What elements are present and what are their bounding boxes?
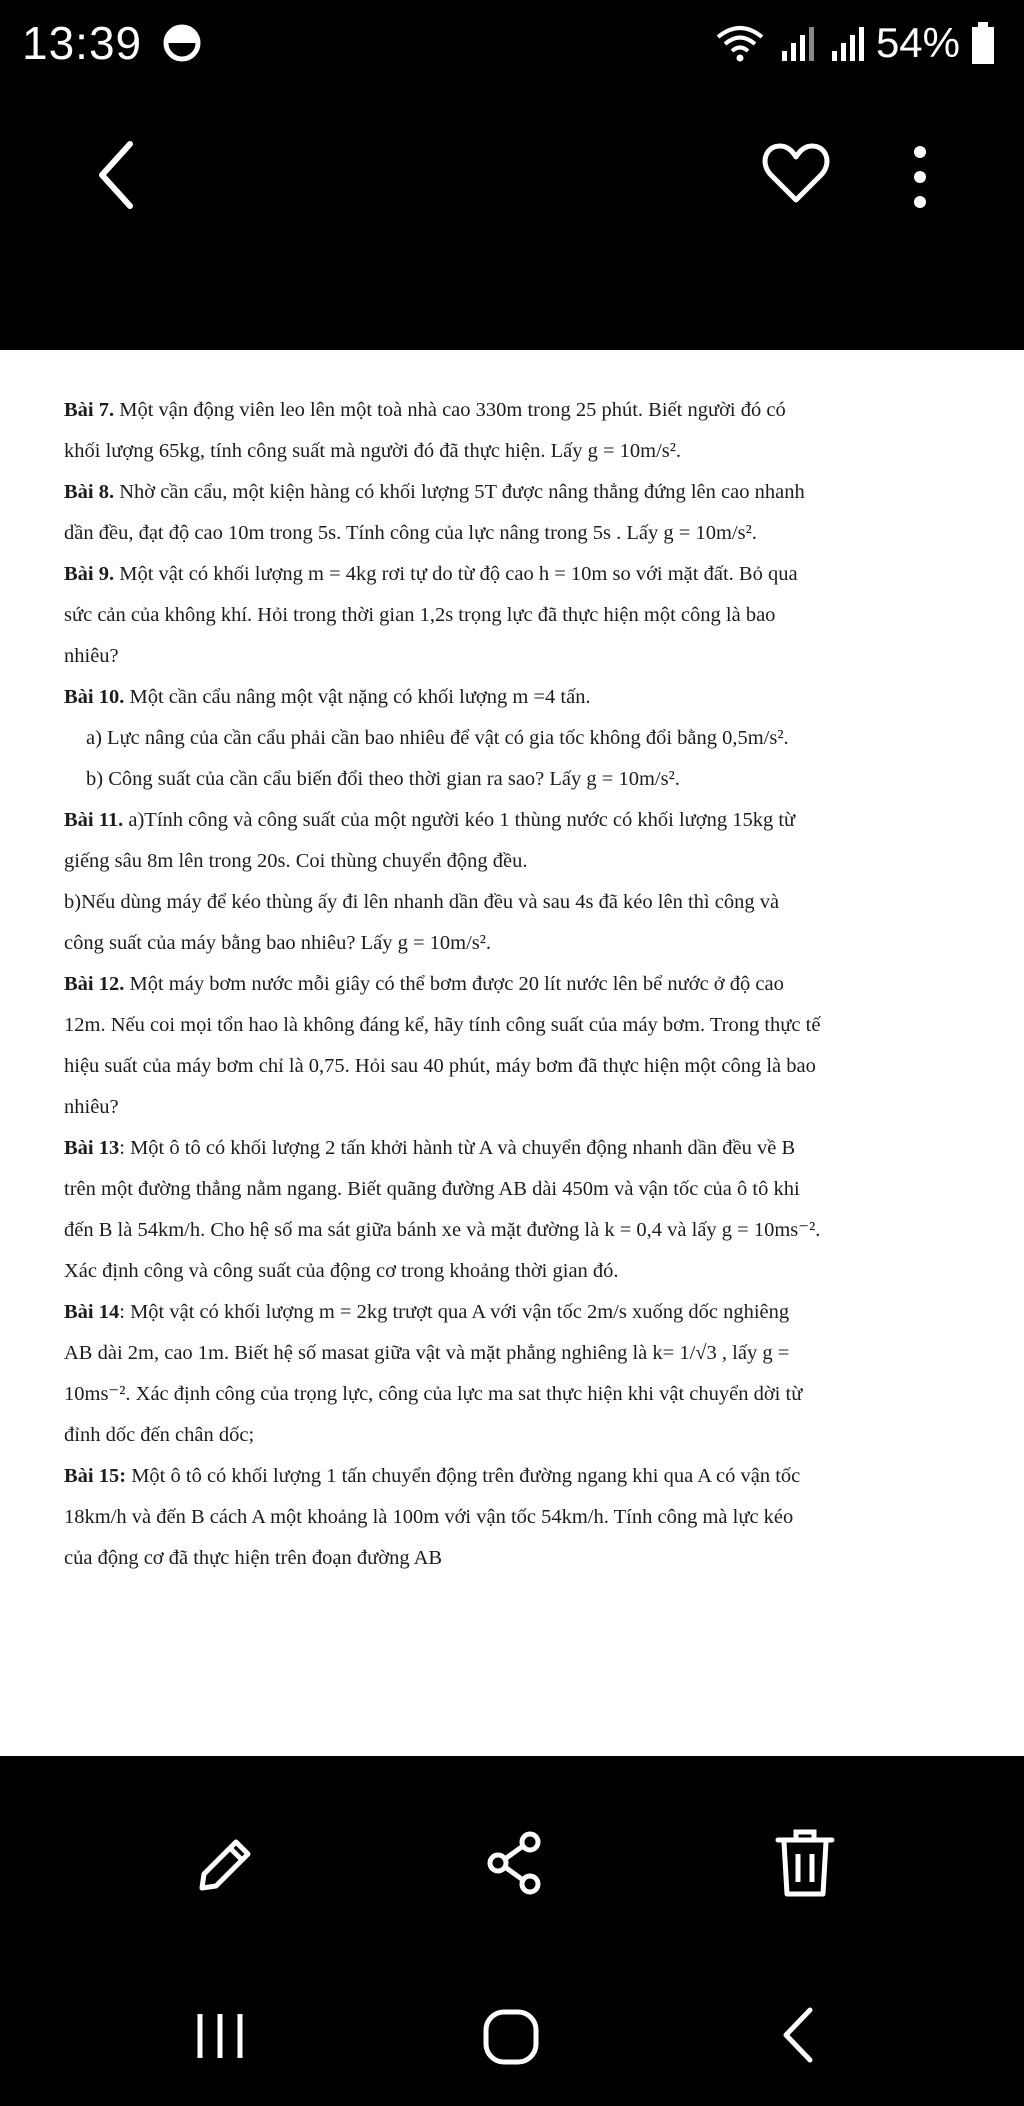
document-line — [64, 677, 960, 718]
line-text: : Một ô tô có khối lượng 2 tấn khởi hành từ A và chuyển động nhanh dần đều về B — [119, 1137, 796, 1159]
document-line — [64, 513, 960, 554]
document-line — [64, 1292, 960, 1333]
problem-label: Bài 13 — [64, 1137, 120, 1159]
document-line — [64, 1333, 960, 1374]
document-line — [64, 1046, 960, 1087]
document-line — [64, 759, 960, 800]
home-button[interactable] — [478, 2004, 544, 2070]
document-line — [64, 1210, 960, 1251]
delete-icon — [770, 1826, 840, 1900]
line-text: sức cản của không khí. Hỏi trong thời gian 1,2s trọng lực đã thực hiện một công là bao — [64, 604, 776, 626]
line-text: Một ô tô có khối lượng 1 tấn chuyển động trên đường ngang khi qua A có vận tốc — [126, 1465, 801, 1487]
problem-label: Bài 11. — [64, 809, 124, 831]
document-line — [64, 1538, 960, 1579]
nav-back-icon — [772, 2000, 822, 2070]
line-text: 18km/h và đến B cách A một khoảng là 100m với vận tốc 54km/h. Tính công mà lực kéo — [64, 1506, 794, 1528]
document-line — [64, 554, 960, 595]
document-line — [64, 1005, 960, 1046]
document-line — [64, 472, 960, 513]
recents-button[interactable] — [190, 2006, 250, 2066]
battery-icon — [970, 21, 996, 65]
signal-icon — [826, 23, 866, 63]
more-options-button[interactable] — [890, 132, 950, 222]
line-text: trên một đường thẳng nằm ngang. Biết quãng đường AB dài 450m và vận tốc của ô tô khi — [64, 1178, 800, 1200]
system-nav-bar — [0, 1976, 1024, 2106]
dnd-icon — [162, 23, 202, 63]
line-text: đỉnh dốc đến chân dốc; — [64, 1424, 255, 1446]
home-icon — [478, 2004, 544, 2070]
document-line — [64, 636, 960, 677]
line-text: nhiêu? — [64, 645, 119, 667]
wifi-icon — [714, 23, 766, 63]
delete-button[interactable] — [770, 1826, 840, 1900]
clock: 13:39 — [22, 17, 143, 69]
problem-label: Bài 15: — [64, 1465, 127, 1487]
line-text: b) Công suất của cần cẩu biến đổi theo thời gian ra sao? Lấy g = 10m/s². — [86, 768, 680, 790]
document-line — [64, 800, 960, 841]
edit-icon — [190, 1830, 260, 1900]
problem-label: Bài 8. — [64, 481, 115, 503]
battery-percent: 54% — [875, 19, 960, 66]
image-viewer[interactable] — [0, 350, 1024, 1756]
line-text: của động cơ đã thực hiện trên đoạn đường AB — [64, 1547, 443, 1569]
line-text: đến B là 54km/h. Cho hệ số ma sát giữa bánh xe và mặt đường là k = 0,4 và lấy g = 10ms⁻². — [64, 1219, 821, 1241]
document-line — [64, 1415, 960, 1456]
line-text: hiệu suất của máy bơm chỉ là 0,75. Hỏi sau 40 phút, máy bơm đã thực hiện một công là bao — [64, 1055, 816, 1077]
document-line — [64, 1128, 960, 1169]
line-text: a) Lực nâng của cần cẩu phải cần bao nhiêu để vật có gia tốc không đổi bằng 0,5m/s². — [86, 727, 789, 749]
document-line — [64, 1497, 960, 1538]
heart-icon — [765, 146, 827, 200]
line-text: Một cần cẩu nâng một vật nặng có khối lượng m =4 tấn. — [124, 686, 591, 708]
status-left — [22, 16, 202, 70]
line-text: : Một vật có khối lượng m = 2kg trượt qua A với vận tốc 2m/s xuống dốc nghiêng — [119, 1301, 790, 1323]
line-text: 12m. Nếu coi mọi tổn hao là không đáng kể, hãy tính công suất của máy bơm. Trong thực tế — [64, 1014, 821, 1036]
line-text: khối lượng 65kg, tính công suất mà người đó đã thực hiện. Lấy g = 10m/s². — [64, 440, 682, 462]
line-text: giếng sâu 8m lên trong 20s. Coi thùng chuyển động đều. — [64, 850, 528, 872]
top-action-bar — [0, 110, 1024, 230]
line-text: Xác định công và công suất của động cơ trong khoảng thời gian đó. — [64, 1260, 619, 1282]
document-line — [64, 923, 960, 964]
status-bar — [0, 0, 1024, 86]
line-text: Một vật có khối lượng m = 4kg rơi tự do từ độ cao h = 10m so với mặt đất. Bỏ qua — [114, 563, 798, 585]
document-line — [64, 1169, 960, 1210]
recents-icon — [190, 2006, 250, 2066]
back-arrow-icon — [102, 144, 130, 206]
line-text: Một máy bơm nước mỗi giây có thể bơm được 20 lít nước lên bể nước ở độ cao — [124, 973, 784, 995]
document-line — [64, 431, 960, 472]
line-text: a)Tính công và công suất của một người kéo 1 thùng nước có khối lượng 15kg từ — [123, 809, 796, 831]
line-text: Nhờ cần cẩu, một kiện hàng có khối lượng 5T được nâng thẳng đứng lên cao nhanh — [114, 481, 805, 503]
line-text: b)Nếu dùng máy để kéo thùng ấy đi lên nhanh dần đều và sau 4s đã kéo lên thì công và — [64, 891, 780, 913]
problem-label: Bài 14 — [64, 1301, 120, 1323]
document-line — [64, 1087, 960, 1128]
line-text: Một vận động viên leo lên một toà nhà cao 330m trong 25 phút. Biết người đó có — [114, 399, 786, 421]
problem-label: Bài 10. — [64, 686, 125, 708]
problem-label: Bài 7. — [64, 399, 115, 421]
document-line — [64, 1374, 960, 1415]
line-text: 10ms⁻². Xác định công của trọng lực, công của lực ma sat thực hiện khi vật chuyển dời từ — [64, 1383, 803, 1405]
more-vert-icon — [890, 132, 950, 222]
back-button[interactable] — [80, 130, 150, 220]
signal-icon — [776, 23, 816, 63]
line-text: nhiêu? — [64, 1096, 119, 1118]
bottom-action-bar — [0, 1790, 1024, 1920]
document-line — [64, 390, 960, 431]
problem-label: Bài 9. — [64, 563, 115, 585]
document-line — [64, 964, 960, 1005]
line-text: dần đều, đạt độ cao 10m trong 5s. Tính công của lực nâng trong 5s . Lấy g = 10m/s². — [64, 522, 757, 544]
document-line — [64, 1456, 960, 1497]
favorite-button[interactable] — [760, 138, 832, 210]
document-text — [64, 390, 960, 1579]
problem-label: Bài 12. — [64, 973, 125, 995]
document-line — [64, 718, 960, 759]
line-text: công suất của máy bằng bao nhiêu? Lấy g = 10m/s². — [64, 932, 492, 954]
document-line — [64, 882, 960, 923]
edit-button[interactable] — [190, 1830, 260, 1900]
nav-back-button[interactable] — [772, 2000, 822, 2070]
document-line — [64, 841, 960, 882]
share-icon — [480, 1828, 550, 1898]
share-button[interactable] — [480, 1828, 550, 1898]
document-line — [64, 595, 960, 636]
document-line — [64, 1251, 960, 1292]
status-right — [714, 19, 996, 67]
line-text: AB dài 2m, cao 1m. Biết hệ số masat giữa vật và mặt phẳng nghiêng là k= 1/√3 , lấy g = — [64, 1342, 790, 1364]
